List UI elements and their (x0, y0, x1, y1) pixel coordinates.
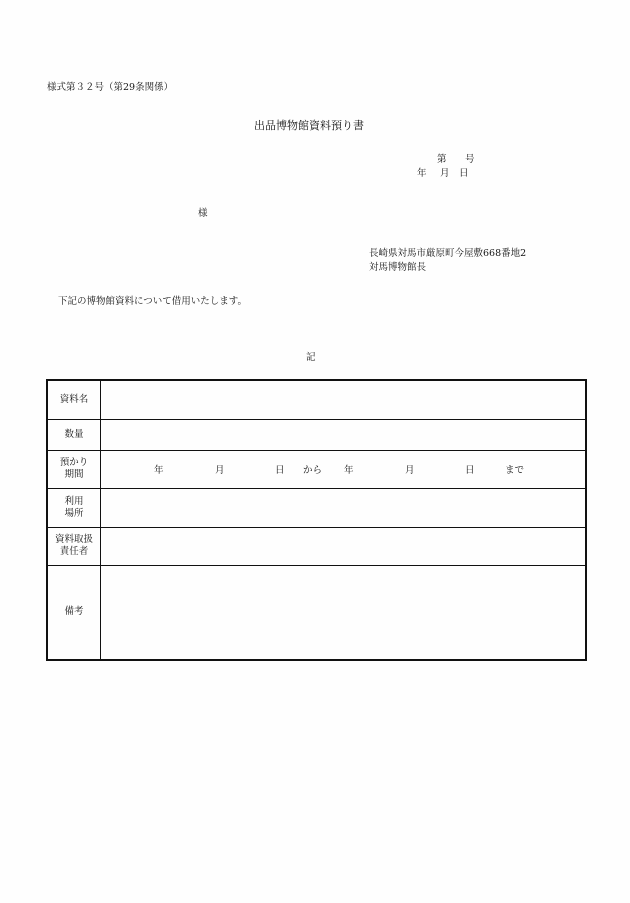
loan-form-table (46, 379, 587, 661)
date-month: 月 (440, 168, 450, 179)
row-period (47, 450, 586, 488)
label-place: 利用 場所 (47, 488, 101, 527)
label-quantity: 数量 (47, 419, 101, 450)
date-year: 年 (417, 168, 427, 179)
field-remarks[interactable] (101, 565, 587, 660)
form-number: 様式第３２号（第29条関係） (47, 82, 174, 93)
label-item-name: 資料名 (47, 380, 101, 419)
period-from: から (303, 464, 323, 476)
intro-text: 下記の博物館資料について借用いたします。 (58, 296, 248, 307)
date-day: 日 (459, 168, 469, 179)
sender-address: 長崎県対馬市厳原町今屋敷668番地2 (369, 248, 527, 259)
label-period: 預かり 期間 (47, 450, 101, 488)
label-responsible: 資料取扱 責任者 (47, 527, 101, 565)
sender-name: 対馬博物館長 (369, 262, 427, 273)
period-day-2: 日 (465, 464, 475, 476)
issue-date (417, 168, 469, 180)
number-suffix: 号 (465, 154, 475, 165)
field-place[interactable] (101, 488, 587, 527)
field-responsible[interactable] (101, 527, 587, 565)
recipient-honorific: 様 (198, 208, 208, 219)
row-place (47, 488, 586, 527)
period-until: まで (505, 464, 525, 476)
document-number (437, 154, 475, 166)
period-year-2: 年 (344, 464, 354, 476)
period-year-1: 年 (154, 464, 164, 476)
field-quantity[interactable] (101, 419, 587, 450)
row-quantity (47, 419, 586, 450)
number-prefix: 第 (437, 154, 447, 165)
field-period[interactable] (101, 450, 587, 488)
label-remarks: 備考 (47, 565, 101, 660)
period-month-2: 月 (405, 464, 415, 476)
document-title: 出品博物館資料預り書 (254, 119, 364, 132)
period-day-1: 日 (275, 464, 285, 476)
row-item-name (47, 380, 586, 419)
row-responsible (47, 527, 586, 565)
ki-heading: 記 (306, 352, 316, 363)
row-remarks (47, 565, 586, 660)
field-item-name[interactable] (101, 380, 587, 419)
period-month-1: 月 (215, 464, 225, 476)
